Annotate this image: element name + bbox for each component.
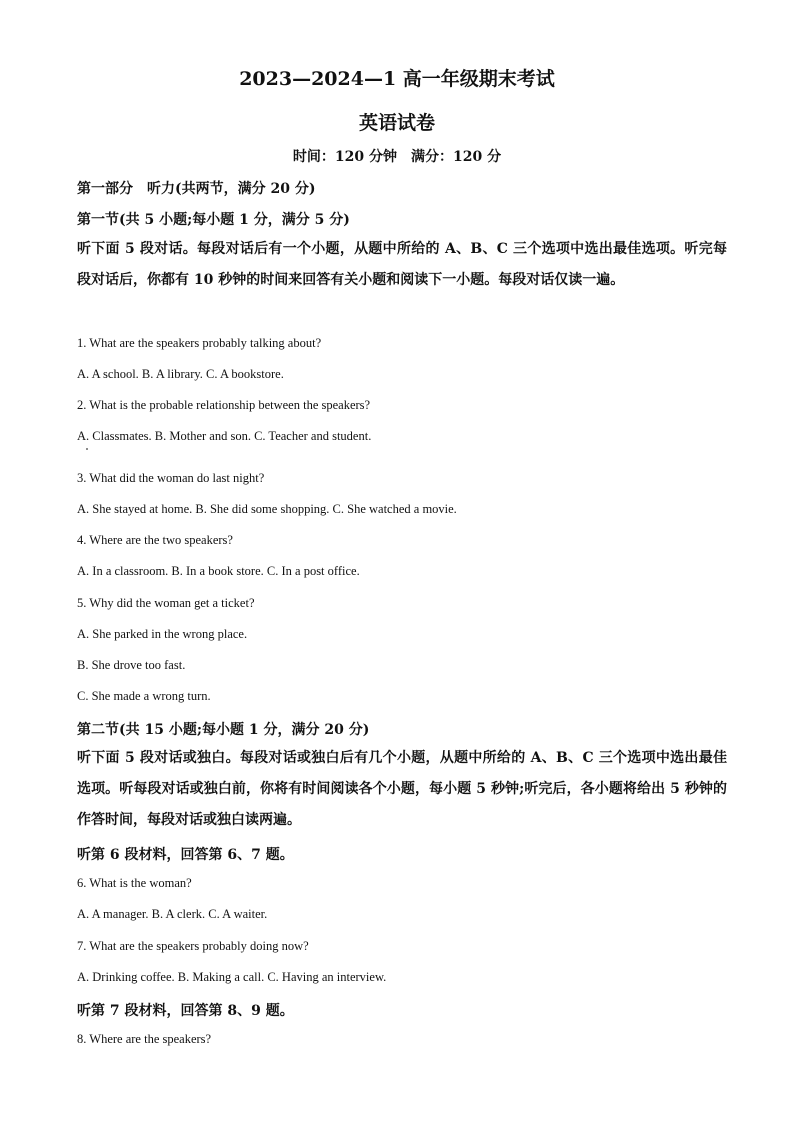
stray-dot xyxy=(86,448,88,450)
question-7-options: A. Drinking coffee. B. Making a call. C. Having an interview. xyxy=(77,970,387,984)
exam-subtitle: 英语试卷 xyxy=(358,112,435,134)
question-1-options: A. A school. B. A library. C. A bookstore. xyxy=(77,367,284,381)
question-2: 2. What is the probable relationship between the speakers? xyxy=(77,398,371,412)
section1-heading: 第一节(共 5 小题;每小题 1 分，满分 5 分) xyxy=(77,212,350,228)
question-5: 5. Why did the woman get a ticket? xyxy=(77,596,255,610)
question-5-option-a: A. She parked in the wrong place. xyxy=(77,627,248,641)
question-2-options: A. Classmates. B. Mother and son. C. Teacher and student. xyxy=(77,429,372,443)
question-3: 3. What did the woman do last night? xyxy=(77,471,265,485)
part1-heading: 第一部分 听力(共两节，满分 20 分) xyxy=(77,181,316,197)
question-4: 4. Where are the two speakers? xyxy=(77,533,233,547)
question-1: 1. What are the speakers probably talking about? xyxy=(77,336,322,350)
question-3-options: A. She stayed at home. B. She did some shopping. C. She watched a movie. xyxy=(77,502,457,516)
question-4-options: A. In a classroom. B. In a book store. C. In a post office. xyxy=(77,564,360,578)
exam-title: 2023—2024—1 高一年级期末考试 xyxy=(239,68,555,90)
section2-heading: 第二节(共 15 小题;每小题 1 分，满分 20 分) xyxy=(77,722,370,738)
exam-time-score: 时间：120 分钟 满分：120 分 xyxy=(292,149,502,165)
material-7-heading: 听第 7 段材料，回答第 8、9 题。 xyxy=(77,1003,294,1019)
section1-instructions: 听下面 5 段对话。每段对话后有一个小题，从题中所给的 A、B、C 三个选项中选出最佳选项。听完每段对话后，你都有 10 秒钟的时间来回答有关小题和阅读下一小题。每段对话仅读一遍。 xyxy=(77,241,727,288)
question-7: 7. What are the speakers probably doing now? xyxy=(77,939,309,953)
question-5-option-c: C. She made a wrong turn. xyxy=(77,689,211,703)
question-8: 8. Where are the speakers? xyxy=(77,1032,212,1046)
question-6: 6. What is the woman? xyxy=(77,876,192,890)
question-5-option-b: B. She drove too fast. xyxy=(77,658,186,672)
question-6-options: A. A manager. B. A clerk. C. A waiter. xyxy=(77,907,268,921)
section2-instructions: 听下面 5 段对话或独白。每段对话或独白后有几个小题，从题中所给的 A、B、C 三个选项中选出最佳选项。听每段对话或独白前，你将有时间阅读各个小题，每小题 5 秒钟;听完后，各小题将给出 5 秒钟的作答时间，每段对话或独白读两遍。 xyxy=(77,750,727,828)
material-6-heading: 听第 6 段材料，回答第 6、7 题。 xyxy=(77,847,294,863)
